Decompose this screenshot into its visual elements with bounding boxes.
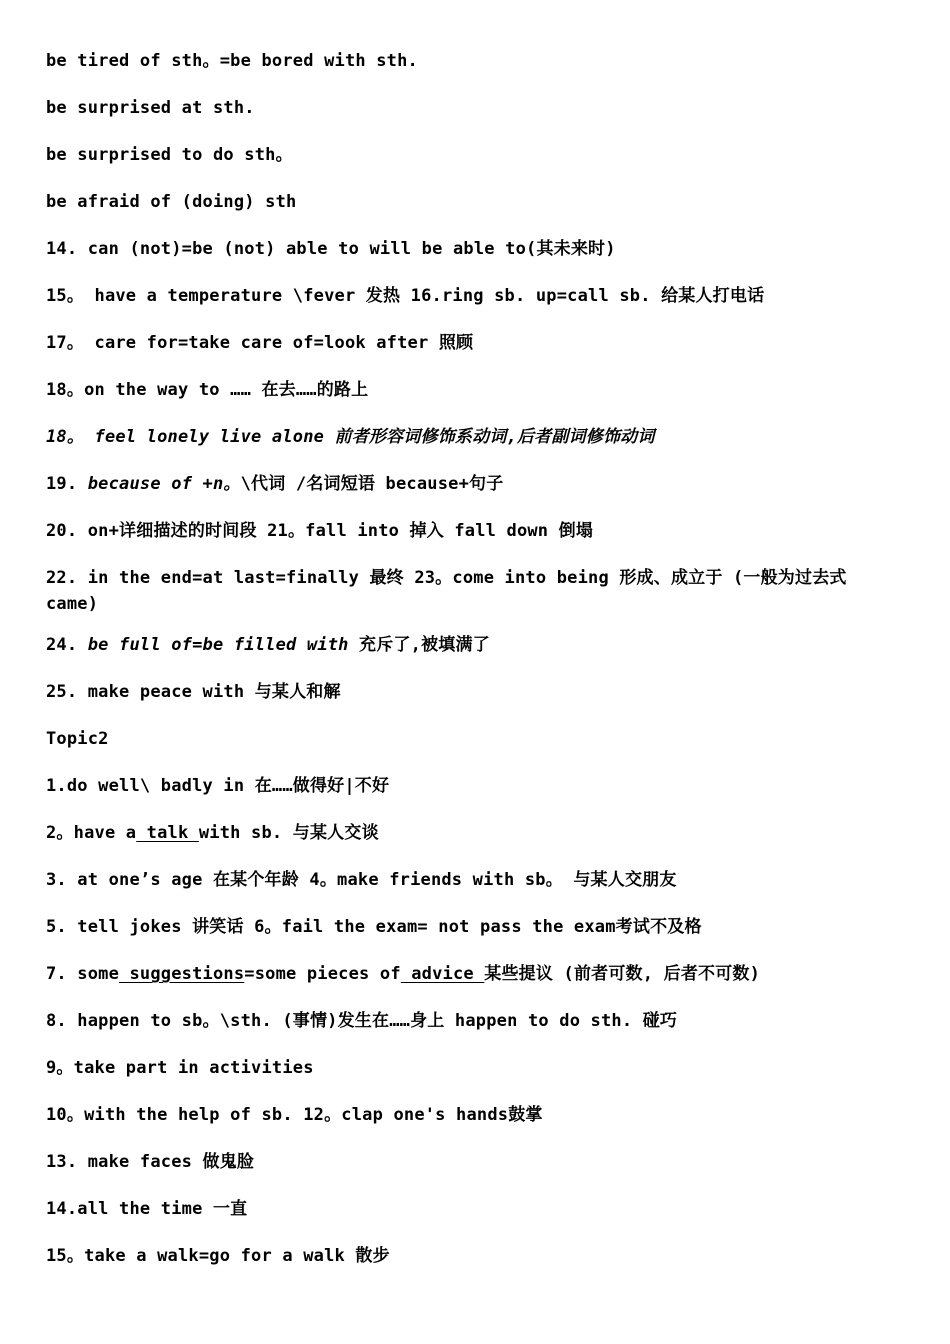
text-segment: 5. tell jokes 讲笑话 6。fail the exam= not pass the exam考试不及格 — [46, 917, 702, 937]
text-line — [46, 1102, 906, 1128]
text-segment: 13. make faces 做鬼脸 — [46, 1152, 255, 1172]
text-segment: be full of=be filled with — [87, 635, 349, 655]
text-segment: with sb. 与某人交谈 — [198, 823, 379, 843]
text-line — [46, 142, 906, 168]
text-line — [46, 820, 906, 846]
text-segment: be afraid of (doing) sth — [46, 192, 297, 212]
text-line — [46, 726, 906, 752]
text-segment: 1.do well\ badly in 在……做得好|不好 — [46, 776, 390, 796]
text-segment: 22. in the end=at last=finally 最终 23。come into being 形成、成立于 (一般为过去式 came) — [46, 568, 858, 614]
text-segment: 19. — [46, 474, 88, 494]
text-line — [46, 283, 906, 309]
text-segment: 某些提议 (前者可数, 后者不可数) — [484, 964, 761, 984]
text-line — [46, 1055, 906, 1081]
text-line — [46, 914, 906, 940]
text-segment: Topic2 — [46, 729, 109, 749]
text-segment: 15。 have a temperature \fever 发热 16.ring sb. up=call sb. 给某人打电话 — [46, 286, 765, 306]
text-segment: 17。 care for=take care of=look after 照顾 — [46, 333, 474, 353]
text-line — [46, 189, 906, 215]
text-segment: advice — [400, 964, 485, 984]
text-segment: 充斥了,被填满了 — [348, 635, 490, 655]
text-segment: \代词 /名词短语 because+句子 — [240, 474, 504, 494]
text-line — [46, 471, 906, 497]
text-segment: 9。take part in activities — [46, 1058, 314, 1078]
text-segment: 8. happen to sb。\sth. (事情)发生在……身上 happen to do sth. 碰巧 — [46, 1011, 678, 1031]
text-segment: be surprised to do sth。 — [46, 145, 293, 165]
text-segment: 10。with the help of sb. 12。clap one's hands鼓掌 — [46, 1105, 543, 1125]
text-segment: =some pieces of — [244, 964, 401, 984]
document-page — [46, 48, 906, 1290]
text-line — [46, 1196, 906, 1222]
text-line — [46, 773, 906, 799]
text-segment: 18。 feel lonely live alone 前者形容词修饰系动词,后者副词修饰动词 — [46, 427, 655, 447]
text-segment: 25. make peace with 与某人和解 — [46, 682, 341, 702]
text-line — [46, 48, 906, 74]
text-line — [46, 330, 906, 356]
text-line — [46, 1149, 906, 1175]
text-segment: 14.all the time 一直 — [46, 1199, 248, 1219]
text-line — [46, 632, 906, 658]
text-segment: 15。take a walk=go for a walk 散步 — [46, 1246, 390, 1266]
text-segment: 7. some — [46, 964, 120, 984]
text-segment: 14. can (not)=be (not) able to will be able to(其未来时) — [46, 239, 616, 259]
text-line — [46, 95, 906, 121]
text-line — [46, 377, 906, 403]
text-segment: talk — [136, 823, 199, 843]
text-segment: be tired of sth。=be bored with sth. — [46, 51, 418, 71]
text-segment: 18。on the way to …… 在去……的路上 — [46, 380, 369, 400]
text-line — [46, 679, 906, 705]
text-line — [46, 1243, 906, 1269]
text-segment: 3. at one’s age 在某个年龄 4。make friends with sb。 与某人交朋友 — [46, 870, 677, 890]
text-segment: because of +n。 — [87, 474, 241, 494]
text-segment: 24. — [46, 635, 88, 655]
text-segment: 20. on+详细描述的时间段 21。fall into 掉入 fall down 倒塌 — [46, 521, 594, 541]
text-segment: be surprised at sth. — [46, 98, 255, 118]
text-line — [46, 867, 906, 893]
text-line — [46, 961, 906, 987]
text-line — [46, 518, 906, 544]
text-segment: suggestions — [119, 964, 245, 984]
text-line — [46, 424, 906, 450]
text-segment: 2。have a — [46, 823, 137, 843]
text-line — [46, 565, 906, 617]
text-line — [46, 1008, 906, 1034]
text-line — [46, 236, 906, 262]
